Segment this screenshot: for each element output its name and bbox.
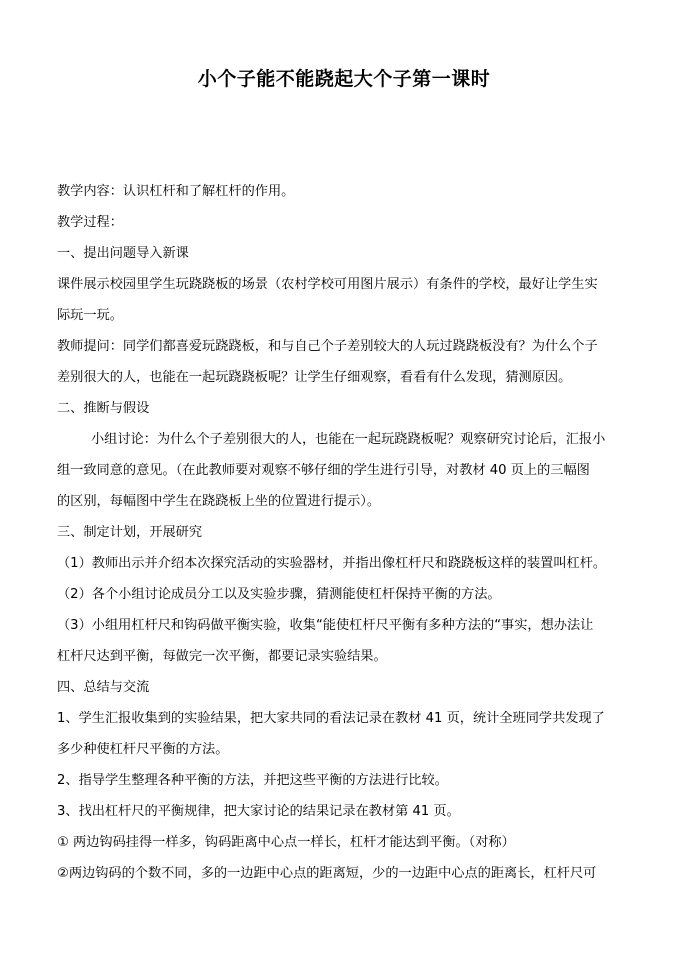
paragraph-line: 课件展示校园里学生玩跷跷板的场景（农村学校可用图片展示）有条件的学校，最好让学生实 <box>57 277 598 292</box>
list-item: 2、指导学生整理各种平衡的方法，并把这些平衡的方法进行比较。 <box>57 773 448 788</box>
teaching-process-heading: 教学过程： <box>57 215 123 230</box>
list-item: ① 两边钩码挂得一样多，钩码距离中心点一样长，杠杆才能达到平衡。（对称） <box>57 835 515 850</box>
list-item: ②两边钩码的个数不同，多的一边距中心点的距离短，少的一边距中心点的距离长，杠杆尺可 <box>57 866 597 881</box>
paragraph-line: 组一致同意的意见。（在此教师要对观察不够仔细的学生进行引导，对教材 40 页上的三幅图 <box>57 463 590 478</box>
list-item: （1）教师出示并介绍本次探究活动的实验器材，并指出像杠杆尺和跷跷板这样的装置叫杠杆。 <box>57 556 607 571</box>
list-item: 1、学生汇报收集到的实验结果，把大家共同的看法记录在教材 41 页，统计全班同学共发现了 <box>57 711 605 726</box>
paragraph-line: 杠杆尺达到平衡，每做完一次平衡，都要记录实验结果。 <box>57 649 387 664</box>
section-heading-4: 四、总结与交流 <box>57 680 150 695</box>
section-heading-2: 二、推断与假设 <box>57 401 150 416</box>
teaching-content-line: 教学内容：认识杠杆和了解杠杆的作用。 <box>57 184 295 199</box>
paragraph-line: 小组讨论：为什么个子差别很大的人，也能在一起玩跷跷板呢？观察研究讨论后，汇报小 <box>91 432 606 447</box>
paragraph-line: 际玩一玩。 <box>57 308 123 323</box>
section-heading-3: 三、制定计划，开展研究 <box>57 525 203 540</box>
section-heading-1: 一、提出问题导入新课 <box>57 246 189 261</box>
paragraph-line: 差别很大的人，也能在一起玩跷跷板呢？让学生仔细观察，看看有什么发现，猜测原因。 <box>57 370 572 385</box>
list-item: （2）各个小组讨论成员分工以及实验步骤，猜测能使杠杆保持平衡的方法。 <box>57 587 501 602</box>
paragraph-line: 多少种使杠杆尺平衡的方法。 <box>57 742 229 757</box>
list-item: （3）小组用杠杆尺和钩码做平衡实验，收集“能使杠杆尺平衡有多种方法的“事实，想办法让 <box>57 618 594 633</box>
document-title: 小个子能不能跷起大个子第一课时 <box>197 68 491 90</box>
list-item: 3、找出杠杆尺的平衡规律，把大家讨论的结果记录在教材第 41 页。 <box>57 804 460 819</box>
document-body <box>57 176 635 889</box>
paragraph-line: 教师提问：同学们都喜爱玩跷跷板，和与自己个子差别较大的人玩过跷跷板没有？为什么个子 <box>57 339 598 354</box>
paragraph-line: 的区别，每幅图中学生在跷跷板上坐的位置进行提示）。 <box>57 494 381 509</box>
